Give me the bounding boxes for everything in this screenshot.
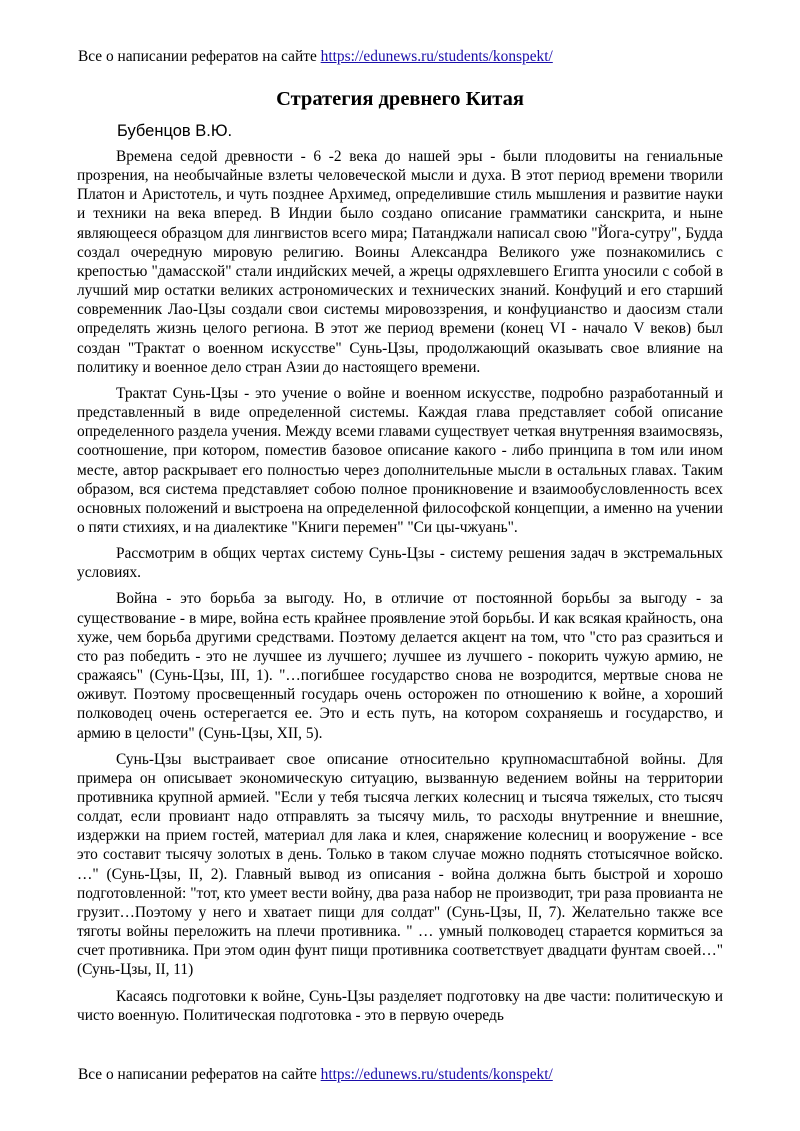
paragraph: Трактат Сунь-Цзы - это учение о войне и военном искусстве, подробно разработанный и представленный в виде определенной системы. Каждая глава представляет собой описание определенного раздела учения. Между всеми главами существует четкая внутренняя взаимосвязь, соотношение, при котором, поместив базовое описание какого - либо принципа в том или ином месте, автор раскрывает его полностью через дополнительные мысли в остальных главах. Таким образом, вся система представляет собою полное проникновение и взаимообусловленность всех основных положений и выстроена на определенной философской концепции, а именно на учении о пяти стихиях, и на диалектике "Книги перемен" "Си цы-чжуань".: [77, 384, 723, 536]
header-site-link[interactable]: https://edunews.ru/students/konspekt/: [320, 48, 553, 65]
paragraph: Сунь-Цзы выстраивает свое описание относительно крупномасштабной войны. Для примера он описывает экономическую ситуацию, вызванную ведением войны на территории противника крупной армией. "Если у тебя тысяча легких колесниц и тысяча тяжелых, сто тысяч солдат, если провиант надо отправлять за тысячу миль, то расходы внутренние и внешние, издержки на прием гостей, материал для лака и клея, снаряжение колесниц и вооружение - все это составит тысячу золотых в день. Только в таком случае можно поднять стотысячное войско. …" (Сунь-Цзы, II, 2). Главный вывод из описания - война должна быть быстрой и хорошо подготовленной: "тот, кто умеет вести войну, два раза набор не производит, три раза провианта не грузит…Поэтому у него и хватает пищи для солдат" (Сунь-Цзы, II, 7). Желательно также все тяготы войны переложить на плечи противника. " … умный полководец старается кормиться за счет противника. При этом один фунт пищи противника соответствует двадцати фунтам своей…" (Сунь-Цзы, II, 11): [77, 750, 723, 979]
footer-prefix: Все о написании рефератов на сайте: [78, 1066, 317, 1083]
page-header: [78, 47, 553, 67]
paragraph: Касаясь подготовки к войне, Сунь-Цзы разделяет подготовку на две части: политическую и чисто военную. Политическая подготовка - это в первую очередь: [77, 987, 723, 1024]
document-body: [77, 147, 723, 1032]
footer-site-link[interactable]: https://edunews.ru/students/konspekt/: [320, 1066, 553, 1083]
paragraph: Времена седой древности - 6 -2 века до нашей эры - были плодовиты на гениальные прозрения, на необычайные взлеты человеческой мысли и духа. В этот период времени творили Платон и Аристотель, и чуть позднее Архимед, определившие стиль мышления и развитие науки и техники на века вперед. В Индии было создано описание грамматики санскрита, и ныне являющееся образцом для лингвистов всего мира; Патанджали написал свою "Йога-сутру", Будда создал очередную мировую религию. Воины Александра Великого уже познакомились с крепостью "дамасской" стали индийских мечей, а жрецы одряхлевшего Египта уносили с собой в лучший мир остатки великих астрономических и технических знаний. Конфуций и его старший современник Лао-Цзы создали свои системы мировоззрения, и конфуцианство и даосизм стали определять жизнь целого региона. В этот же период времени (конец VI - начало V веков) был создан "Трактат о военном искусстве" Сунь-Цзы, продолжающий оказывать свое влияние на политику и военное дело стран Азии до настоящего времени.: [77, 148, 723, 376]
page-footer: [78, 1065, 553, 1085]
header-prefix: Все о написании рефератов на сайте: [78, 48, 317, 65]
paragraph: Война - это борьба за выгоду. Но, в отличие от постоянной борьбы за выгоду - за существование - в мире, война есть крайнее проявление этой борьбы. И как всякая крайность, она хуже, чем борьба другими средствами. Поэтому делается акцент на том, что "сто раз сразиться и сто раз победить - это не лучшее из лучшего; лучшее из лучшего - покорить чужую армию, не сражаясь" (Сунь-Цзы, III, 1). "…погибшее государство снова не возродится, мертвые снова не оживут. Поэтому просвещенный государь очень осторожен по отношению к войне, а хороший полководец очень остерегается ее. Это и есть путь, на котором сохраняешь и государство, и армию в целости" (Сунь-Цзы, XII, 5).: [77, 590, 723, 742]
author-name: Бубенцов В.Ю.: [117, 122, 233, 140]
paragraph: Рассмотрим в общих чертах систему Сунь-Цзы - систему решения задач в экстремальных условиях.: [77, 545, 723, 582]
document-title: Стратегия древнего Китая: [276, 88, 524, 110]
